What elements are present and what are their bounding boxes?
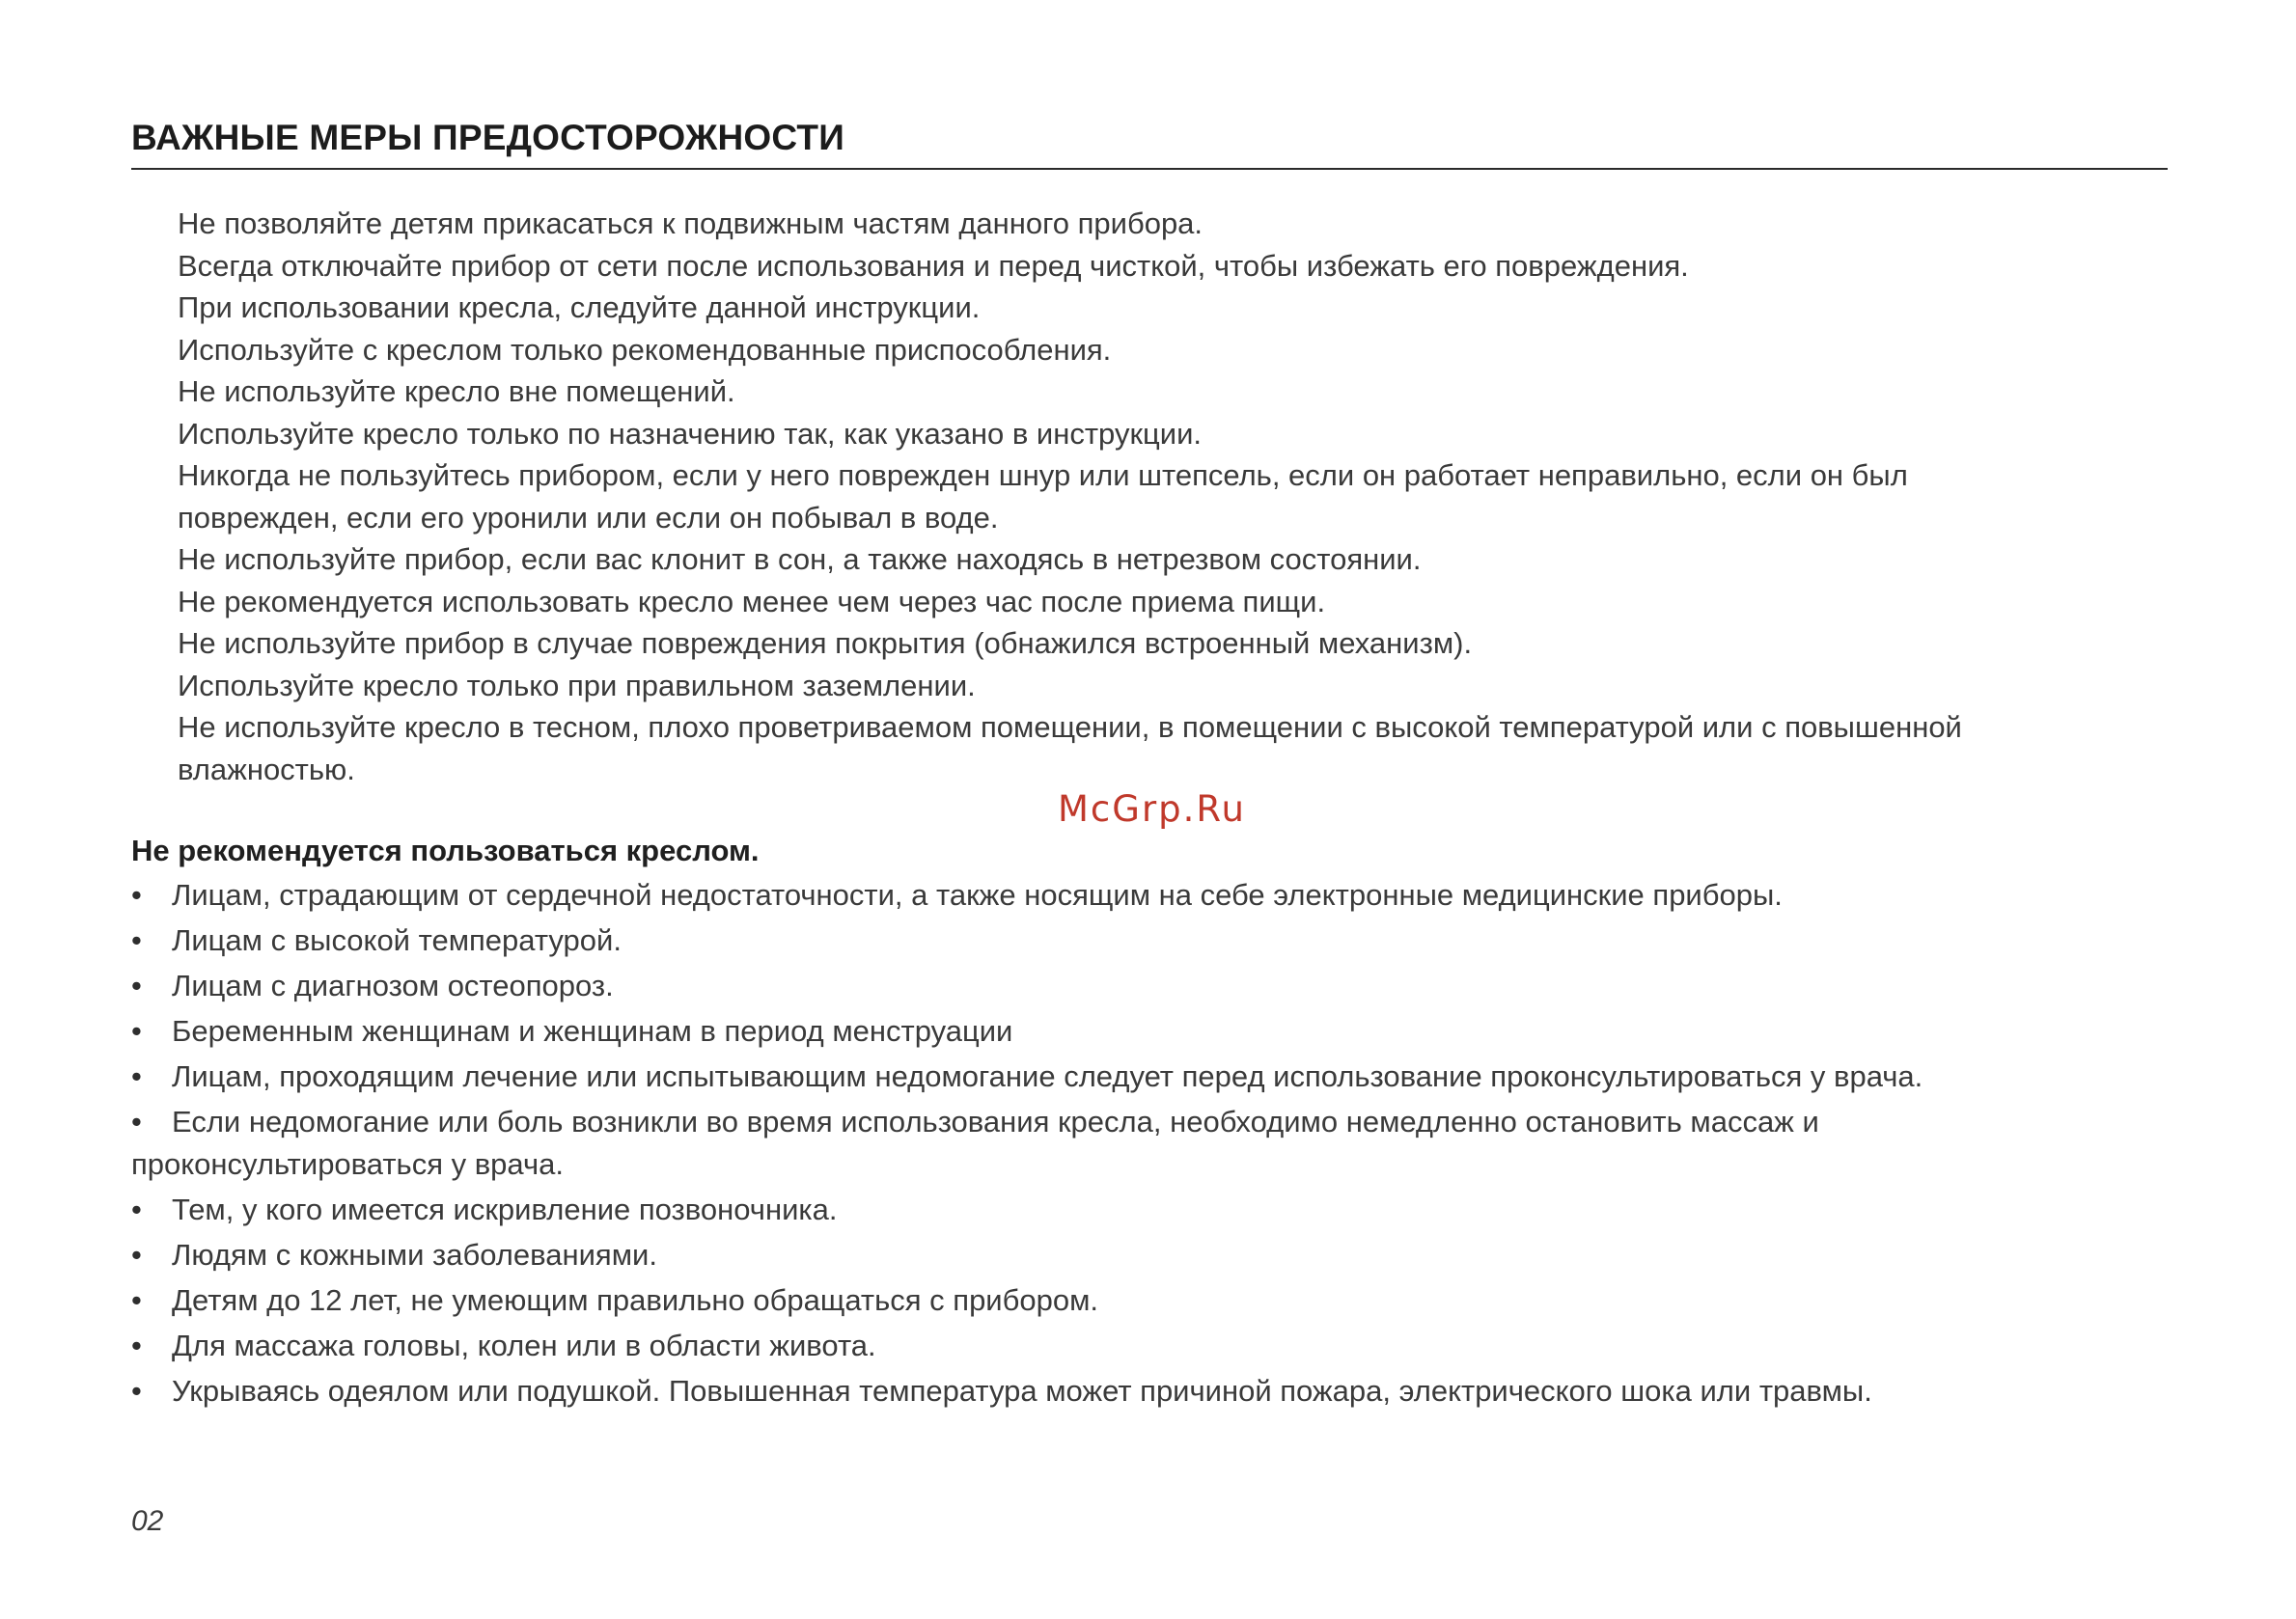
list-item-text: Детям до 12 лет, не умеющим правильно обращаться с прибором. <box>172 1283 1099 1317</box>
bullet-icon: • <box>131 1329 142 1362</box>
precaution-item: Всегда отключайте прибор от сети после использования и перед чисткой, чтобы избежать его повреждения. <box>178 248 1689 283</box>
list-item <box>131 1056 2168 1098</box>
precaution-item: Не используйте кресло в тесном, плохо проветриваемом помещении, в помещении с высокой температурой или с повышенной влажностью. <box>178 710 1962 786</box>
list-item-text: Беременным женщинам и женщинам в период менструации <box>172 1014 1013 1048</box>
precautions-list <box>178 203 2127 790</box>
list-item-text: Лицам, проходящим лечение или испытывающим недомогание следует перед использование проконсультироваться у врача. <box>172 1059 1923 1093</box>
list-item-text: Лицам, страдающим от сердечной недостаточности, а также носящим на себе электронные медицинские приборы. <box>172 878 1783 912</box>
list-item <box>131 1279 2168 1322</box>
precaution-item: Используйте кресло только при правильном заземлении. <box>178 668 976 702</box>
list-item <box>131 1189 2168 1231</box>
precaution-item: Используйте с креслом только рекомендованные приспособления. <box>178 332 1112 367</box>
list-item-text: Для массажа головы, колен или в области живота. <box>172 1329 876 1362</box>
precaution-item: Не используйте прибор в случае повреждения покрытия (обнажился встроенный механизм). <box>178 626 1473 660</box>
bullet-icon: • <box>131 878 142 912</box>
list-item <box>131 1010 2168 1053</box>
bullet-icon: • <box>131 1238 142 1272</box>
list-item <box>131 1370 2168 1413</box>
list-item <box>131 1325 2168 1367</box>
bullet-icon: • <box>131 923 142 957</box>
precaution-item: Не используйте кресло вне помещений. <box>178 374 735 408</box>
list-item <box>131 919 2168 962</box>
bullet-icon: • <box>131 969 142 1002</box>
precaution-item: Используйте кресло только по назначению так, как указано в инструкции. <box>178 416 1203 451</box>
title-divider <box>131 168 2168 170</box>
list-item <box>131 1234 2168 1276</box>
list-item-text: Людям с кожными заболеваниями. <box>172 1238 657 1272</box>
precaution-item: При использовании кресла, следуйте данной инструкции. <box>178 290 981 324</box>
page-title: ВАЖНЫЕ МЕРЫ ПРЕДОСТОРОЖНОСТИ <box>131 118 844 157</box>
contraindications-list <box>131 874 2168 1415</box>
bullet-icon: • <box>131 1059 142 1093</box>
contraindications-heading: Не рекомендуется пользоваться креслом. <box>131 834 760 867</box>
list-item-text: Лицам с диагнозом остеопороз. <box>172 969 614 1002</box>
bullet-icon: • <box>131 1014 142 1048</box>
bullet-icon: • <box>131 1283 142 1317</box>
bullet-icon: • <box>131 1193 142 1226</box>
bullet-icon: • <box>131 1374 142 1408</box>
precaution-item: Не рекомендуется использовать кресло менее чем через час после приема пищи. <box>178 584 1326 618</box>
precaution-item: Не позволяйте детям прикасаться к подвижным частям данного прибора. <box>178 206 1203 240</box>
list-item-text: Укрываясь одеялом или подушкой. Повышенная температура может причиной пожара, электрического шока или травмы. <box>172 1374 1872 1408</box>
list-item-text: Лицам с высокой температурой. <box>172 923 622 957</box>
precaution-item: Не используйте прибор, если вас клонит в сон, а также находясь в нетрезвом состоянии. <box>178 542 1422 576</box>
watermark: McGrp.Ru <box>1058 788 1246 830</box>
list-item-text: Если недомогание или боль возникли во время использования кресла, необходимо немедленно остановить массаж и проконсультироваться у врача. <box>131 1105 1819 1181</box>
list-item-text: Тем, у кого имеется искривление позвоночника. <box>172 1193 838 1226</box>
page-number: 02 <box>131 1505 164 1537</box>
list-item <box>131 874 2168 917</box>
bullet-icon: • <box>131 1105 142 1139</box>
precaution-item: Никогда не пользуйтесь прибором, если у него поврежден шнур или штепсель, если он работает неправильно, если он был поврежден, если его уронили или если он побывал в воде. <box>178 458 1908 535</box>
list-item <box>131 1101 2168 1186</box>
list-item <box>131 965 2168 1007</box>
